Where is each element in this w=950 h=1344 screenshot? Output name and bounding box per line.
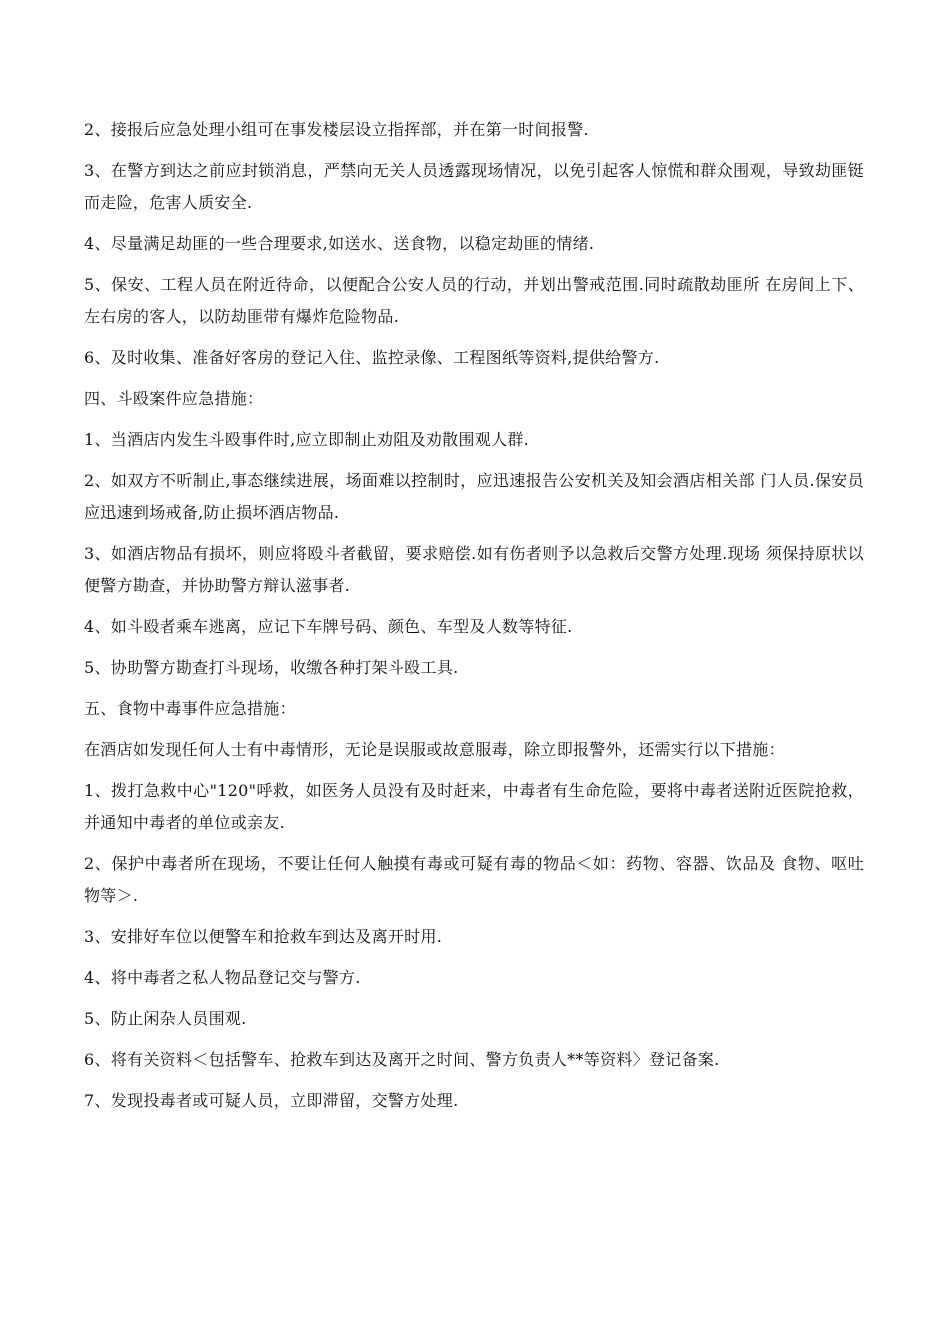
paragraph-poisoning-4: 4、将中毒者之私人物品登记交与警方. <box>84 968 361 987</box>
paragraph-fight-4: 4、如斗殴者乘车逃离，应记下车牌号码、颜色、车型及人数等特征. <box>84 617 573 636</box>
document-body <box>84 114 864 1126</box>
paragraph-poisoning-intro: 在酒店如发现任何人士有中毒情形，无论是误服或故意服毒，除立即报警外，还需实行以下措施： <box>84 740 785 759</box>
paragraph-item-2: 2、接报后应急处理小组可在事发楼层设立指挥部，并在第一时间报警. <box>84 120 589 139</box>
paragraph-fight-2: 2、如双方不听制止,事态继续进展，场面难以控制时，应迅速报告公安机关及知会酒店相关部 门人员.保安员应迅速到场戒备,防止损坏酒店物品. <box>84 471 864 522</box>
section-heading-fight: 四、斗殴案件应急措施： <box>84 389 264 408</box>
section-heading-poisoning: 五、食物中毒事件应急措施： <box>84 699 296 718</box>
paragraph-fight-1: 1、当酒店内发生斗殴事件时,应立即制止劝阻及劝散围观人群. <box>84 430 530 449</box>
paragraph-poisoning-1: 1、拨打急救中心"120"呼救，如医务人员没有及时赶来，中毒者有生命危险，要将中毒者送附近医院抢救，并通知中毒者的单位或亲友. <box>84 781 864 832</box>
paragraph-poisoning-3: 3、安排好车位以便警车和抢救车到达及离开时用. <box>84 927 443 946</box>
paragraph-poisoning-5: 5、防止闲杂人员围观. <box>84 1009 247 1028</box>
paragraph-item-6: 6、及时收集、准备好客房的登记入住、监控录像、工程图纸等资料,提供给警方. <box>84 348 660 367</box>
paragraph-item-5: 5、保安、工程人员在附近待命，以便配合公安人员的行动，并划出警戒范围.同时疏散劫匪所 在房间上下、左右房的客人，以防劫匪带有爆炸危险物品. <box>84 275 864 326</box>
paragraph-poisoning-6: 6、将有关资料＜包括警车、抢救车到达及离开之时间、警方负责人**等资料〉登记备案. <box>84 1050 720 1069</box>
paragraph-fight-5: 5、协助警方勘查打斗现场，收缴各种打架斗殴工具. <box>84 658 459 677</box>
paragraph-item-4: 4、尽量满足劫匪的一些合理要求,如送水、送食物，以稳定劫匪的情绪. <box>84 234 595 253</box>
paragraph-item-3: 3、在警方到达之前应封锁消息，严禁向无关人员透露现场情况，以免引起客人惊慌和群众围观，导致劫匪铤而走险，危害人质安全. <box>84 161 864 212</box>
paragraph-poisoning-2: 2、保护中毒者所在现场，不要让任何人触摸有毒或可疑有毒的物品＜如：药物、容器、饮品及 食物、呕吐物等＞. <box>84 854 864 905</box>
paragraph-fight-3: 3、如酒店物品有损坏，则应将殴斗者截留，要求赔偿.如有伤者则予以急救后交警方处理.现场 须保持原状以便警方勘查，并协助警方辩认滋事者. <box>84 544 864 595</box>
paragraph-poisoning-7: 7、发现投毒者或可疑人员，立即滞留，交警方处理. <box>84 1091 459 1110</box>
